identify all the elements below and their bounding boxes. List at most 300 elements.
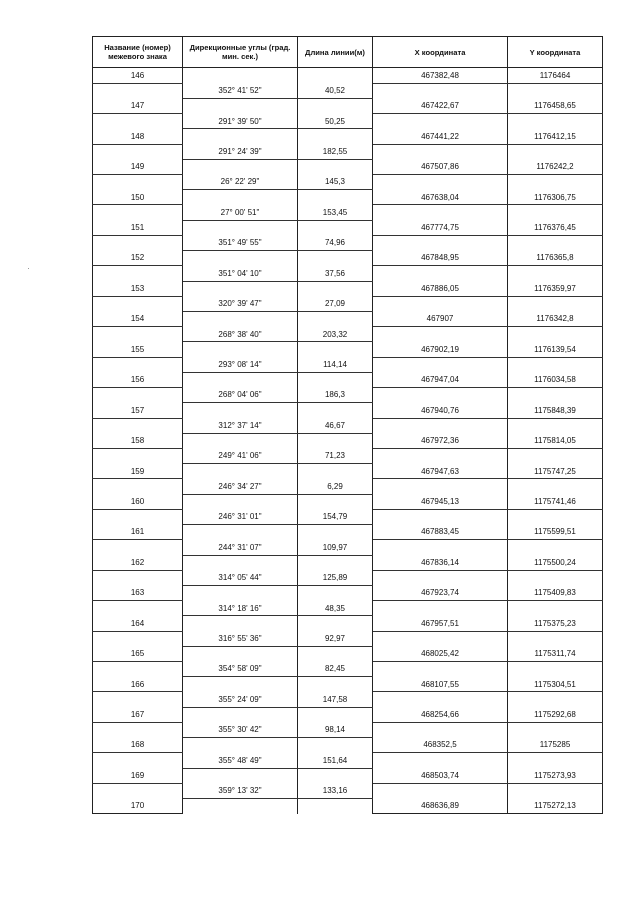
empty-cell	[373, 692, 508, 707]
empty-cell	[508, 266, 603, 281]
empty-cell	[373, 175, 508, 190]
segment-row	[93, 296, 603, 311]
point-row	[93, 220, 603, 235]
y-coordinate-cell: 1175741,46	[508, 494, 603, 509]
line-length-cell: 147,58	[298, 692, 373, 707]
empty-cell	[183, 494, 298, 509]
point-row	[93, 464, 603, 479]
segment-row	[93, 601, 603, 616]
direction-angle-cell: 312° 37' 14"	[183, 418, 298, 433]
empty-cell	[508, 509, 603, 524]
direction-angle-cell: 355° 30' 42"	[183, 722, 298, 737]
point-row	[93, 281, 603, 296]
empty-cell	[508, 692, 603, 707]
empty-cell	[298, 799, 373, 814]
empty-cell	[373, 357, 508, 372]
y-coordinate-cell: 1176342,8	[508, 312, 603, 327]
empty-cell	[298, 677, 373, 692]
y-coordinate-cell: 1175599,51	[508, 525, 603, 540]
empty-cell	[298, 585, 373, 600]
empty-cell	[93, 114, 183, 129]
y-coordinate-cell: 1176412,15	[508, 129, 603, 144]
empty-cell	[183, 555, 298, 570]
scan-dot	[28, 268, 29, 269]
point-row	[93, 585, 603, 600]
point-name-cell: 166	[93, 677, 183, 692]
point-row	[93, 190, 603, 205]
point-name-cell: 168	[93, 738, 183, 753]
direction-angle-cell: 249° 41' 06"	[183, 448, 298, 463]
direction-angle-cell: 320° 39' 47"	[183, 296, 298, 311]
empty-cell	[298, 433, 373, 448]
direction-angle-cell: 316° 55' 36"	[183, 631, 298, 646]
empty-cell	[373, 448, 508, 463]
x-coordinate-cell: 467940,76	[373, 403, 508, 418]
segment-row	[93, 631, 603, 646]
point-row	[93, 251, 603, 266]
empty-cell	[508, 205, 603, 220]
empty-cell	[298, 646, 373, 661]
point-name-cell: 169	[93, 768, 183, 783]
y-coordinate-cell: 1176034,58	[508, 372, 603, 387]
empty-cell	[373, 144, 508, 159]
y-coordinate-cell: 1175292,68	[508, 707, 603, 722]
empty-cell	[93, 448, 183, 463]
empty-cell	[508, 418, 603, 433]
y-coordinate-cell: 1175500,24	[508, 555, 603, 570]
empty-cell	[508, 479, 603, 494]
point-row	[93, 555, 603, 570]
empty-cell	[373, 388, 508, 403]
line-length-cell: 114,14	[298, 357, 373, 372]
point-row	[93, 129, 603, 144]
point-name-cell: 148	[93, 129, 183, 144]
empty-cell	[298, 525, 373, 540]
empty-cell	[508, 722, 603, 737]
point-name-cell: 149	[93, 159, 183, 174]
point-name-cell: 147	[93, 98, 183, 113]
line-length-cell: 125,89	[298, 570, 373, 585]
empty-cell	[93, 388, 183, 403]
direction-angle-cell: 246° 31' 01"	[183, 509, 298, 524]
empty-cell	[298, 312, 373, 327]
empty-cell	[93, 722, 183, 737]
x-coordinate-cell: 468107,55	[373, 677, 508, 692]
point-name-cell: 156	[93, 372, 183, 387]
empty-cell	[373, 235, 508, 250]
line-length-cell: 92,97	[298, 631, 373, 646]
line-length-cell: 48,35	[298, 601, 373, 616]
empty-cell	[508, 175, 603, 190]
x-coordinate-cell: 468352,5	[373, 738, 508, 753]
y-coordinate-cell: 1175747,25	[508, 464, 603, 479]
y-coordinate-cell: 1175272,13	[508, 799, 603, 814]
direction-angle-cell: 268° 38' 40"	[183, 327, 298, 342]
line-length-cell: 27,09	[298, 296, 373, 311]
point-name-cell: 161	[93, 525, 183, 540]
segment-row	[93, 175, 603, 190]
empty-cell	[508, 144, 603, 159]
line-length-cell: 133,16	[298, 783, 373, 798]
empty-cell	[373, 296, 508, 311]
direction-angle-cell: 291° 39' 50"	[183, 114, 298, 129]
empty-cell	[183, 98, 298, 113]
x-coordinate-cell: 467507,86	[373, 159, 508, 174]
empty-cell	[93, 631, 183, 646]
point-name-cell: 153	[93, 281, 183, 296]
x-coordinate-cell: 467947,63	[373, 464, 508, 479]
point-row	[93, 68, 603, 84]
segment-row	[93, 753, 603, 768]
point-row	[93, 159, 603, 174]
empty-cell	[298, 616, 373, 631]
empty-cell	[508, 235, 603, 250]
header-point-name: Название (номер) межевого знака	[93, 37, 183, 68]
point-row	[93, 98, 603, 113]
empty-cell	[93, 235, 183, 250]
point-name-cell: 152	[93, 251, 183, 266]
empty-cell	[508, 540, 603, 555]
empty-cell	[183, 251, 298, 266]
line-length-cell: 145,3	[298, 175, 373, 190]
empty-cell	[373, 601, 508, 616]
empty-cell	[183, 372, 298, 387]
empty-cell	[508, 570, 603, 585]
point-row	[93, 768, 603, 783]
point-name-cell: 165	[93, 646, 183, 661]
empty-cell	[183, 129, 298, 144]
point-row	[93, 342, 603, 357]
empty-cell	[508, 631, 603, 646]
empty-cell	[508, 662, 603, 677]
header-direction-angle: Дирекционные углы (град. мин. сек.)	[183, 37, 298, 68]
boundary-points-table	[92, 36, 603, 814]
empty-cell	[298, 707, 373, 722]
empty-cell	[183, 403, 298, 418]
y-coordinate-cell: 1175304,51	[508, 677, 603, 692]
empty-cell	[93, 266, 183, 281]
point-row	[93, 707, 603, 722]
point-name-cell: 157	[93, 403, 183, 418]
line-length-cell: 203,32	[298, 327, 373, 342]
empty-cell	[93, 205, 183, 220]
y-coordinate-cell: 1175311,74	[508, 646, 603, 661]
x-coordinate-cell: 467836,14	[373, 555, 508, 570]
segment-row	[93, 570, 603, 585]
empty-cell	[93, 509, 183, 524]
segment-row	[93, 509, 603, 524]
line-length-cell: 186,3	[298, 388, 373, 403]
x-coordinate-cell: 467947,04	[373, 372, 508, 387]
header-x-coordinate: X координата	[373, 37, 508, 68]
empty-cell	[183, 768, 298, 783]
segment-row	[93, 722, 603, 737]
empty-cell	[183, 677, 298, 692]
x-coordinate-cell: 467774,75	[373, 220, 508, 235]
direction-angle-cell: 293° 08' 14"	[183, 357, 298, 372]
y-coordinate-cell: 1175273,93	[508, 768, 603, 783]
direction-angle-cell: 27° 00' 51"	[183, 205, 298, 220]
segment-row	[93, 540, 603, 555]
segment-row	[93, 783, 603, 798]
empty-cell	[93, 570, 183, 585]
empty-cell	[508, 296, 603, 311]
empty-cell	[93, 357, 183, 372]
direction-angle-cell: 352° 41' 52"	[183, 83, 298, 98]
empty-cell	[373, 662, 508, 677]
empty-cell	[183, 433, 298, 448]
point-row	[93, 799, 603, 814]
empty-cell	[508, 327, 603, 342]
empty-cell	[183, 585, 298, 600]
x-coordinate-cell: 468636,89	[373, 799, 508, 814]
point-name-cell: 167	[93, 707, 183, 722]
empty-cell	[508, 448, 603, 463]
empty-cell	[508, 357, 603, 372]
y-coordinate-cell: 1176458,65	[508, 98, 603, 113]
point-name-cell: 154	[93, 312, 183, 327]
empty-cell	[373, 418, 508, 433]
point-row	[93, 372, 603, 387]
x-coordinate-cell: 467638,04	[373, 190, 508, 205]
empty-cell	[298, 555, 373, 570]
empty-cell	[183, 707, 298, 722]
segment-row	[93, 479, 603, 494]
y-coordinate-cell: 1176376,45	[508, 220, 603, 235]
direction-angle-cell: 351° 04' 10"	[183, 266, 298, 281]
x-coordinate-cell: 467972,36	[373, 433, 508, 448]
y-coordinate-cell: 1175409,83	[508, 585, 603, 600]
y-coordinate-cell: 1176242,2	[508, 159, 603, 174]
point-row	[93, 403, 603, 418]
empty-cell	[373, 83, 508, 98]
point-row	[93, 525, 603, 540]
empty-cell	[93, 144, 183, 159]
point-row	[93, 312, 603, 327]
x-coordinate-cell: 467907	[373, 312, 508, 327]
empty-cell	[298, 220, 373, 235]
empty-cell	[373, 753, 508, 768]
empty-cell	[93, 540, 183, 555]
empty-cell	[93, 753, 183, 768]
segment-row	[93, 662, 603, 677]
line-length-cell: 153,45	[298, 205, 373, 220]
empty-cell	[298, 738, 373, 753]
y-coordinate-cell: 1176365,8	[508, 251, 603, 266]
empty-cell	[298, 768, 373, 783]
point-name-cell: 158	[93, 433, 183, 448]
x-coordinate-cell: 467902,19	[373, 342, 508, 357]
empty-cell	[373, 722, 508, 737]
empty-cell	[183, 738, 298, 753]
line-length-cell: 37,56	[298, 266, 373, 281]
x-coordinate-cell: 468254,66	[373, 707, 508, 722]
empty-cell	[373, 783, 508, 798]
point-row	[93, 616, 603, 631]
point-row	[93, 738, 603, 753]
empty-cell	[183, 525, 298, 540]
segment-row	[93, 114, 603, 129]
point-row	[93, 433, 603, 448]
empty-cell	[183, 281, 298, 296]
empty-cell	[508, 601, 603, 616]
empty-cell	[373, 327, 508, 342]
x-coordinate-cell: 467441,22	[373, 129, 508, 144]
empty-cell	[93, 327, 183, 342]
empty-cell	[298, 159, 373, 174]
y-coordinate-cell: 1176306,75	[508, 190, 603, 205]
x-coordinate-cell: 468025,42	[373, 646, 508, 661]
coordinates-sheet	[92, 36, 602, 814]
segment-row	[93, 388, 603, 403]
point-name-cell: 146	[93, 68, 183, 84]
empty-cell	[183, 159, 298, 174]
line-length-cell: 40,52	[298, 83, 373, 98]
direction-angle-cell: 355° 24' 09"	[183, 692, 298, 707]
empty-cell	[508, 783, 603, 798]
x-coordinate-cell: 467883,45	[373, 525, 508, 540]
header-line-length: Длина линии(м)	[298, 37, 373, 68]
segment-row	[93, 266, 603, 281]
direction-angle-cell: 314° 18' 16"	[183, 601, 298, 616]
empty-cell	[508, 83, 603, 98]
empty-cell	[298, 190, 373, 205]
line-length-cell: 154,79	[298, 509, 373, 524]
empty-cell	[93, 83, 183, 98]
empty-cell	[93, 296, 183, 311]
point-row	[93, 646, 603, 661]
segment-row	[93, 205, 603, 220]
empty-cell	[183, 799, 298, 814]
y-coordinate-cell: 1175848,39	[508, 403, 603, 418]
empty-cell	[93, 692, 183, 707]
empty-cell	[298, 98, 373, 113]
point-name-cell: 159	[93, 464, 183, 479]
segment-row	[93, 357, 603, 372]
empty-cell	[93, 479, 183, 494]
empty-cell	[298, 494, 373, 509]
x-coordinate-cell: 467945,13	[373, 494, 508, 509]
segment-row	[93, 692, 603, 707]
point-name-cell: 151	[93, 220, 183, 235]
segment-row	[93, 448, 603, 463]
empty-cell	[93, 783, 183, 798]
point-name-cell: 150	[93, 190, 183, 205]
direction-angle-cell: 354° 58' 09"	[183, 662, 298, 677]
x-coordinate-cell: 467886,05	[373, 281, 508, 296]
empty-cell	[373, 631, 508, 646]
empty-cell	[298, 281, 373, 296]
segment-row	[93, 327, 603, 342]
header-y-coordinate: Y координата	[508, 37, 603, 68]
empty-cell	[373, 570, 508, 585]
empty-cell	[183, 68, 298, 84]
direction-angle-cell: 351° 49' 55"	[183, 235, 298, 250]
empty-cell	[93, 175, 183, 190]
x-coordinate-cell: 467848,95	[373, 251, 508, 266]
empty-cell	[183, 190, 298, 205]
x-coordinate-cell: 467382,48	[373, 68, 508, 84]
segment-row	[93, 144, 603, 159]
direction-angle-cell: 246° 34' 27"	[183, 479, 298, 494]
empty-cell	[183, 342, 298, 357]
y-coordinate-cell: 1176464	[508, 68, 603, 84]
segment-row	[93, 83, 603, 98]
table-header	[93, 37, 603, 68]
line-length-cell: 151,64	[298, 753, 373, 768]
empty-cell	[373, 540, 508, 555]
point-name-cell: 170	[93, 799, 183, 814]
line-length-cell: 6,29	[298, 479, 373, 494]
line-length-cell: 46,67	[298, 418, 373, 433]
empty-cell	[298, 403, 373, 418]
empty-cell	[373, 114, 508, 129]
empty-cell	[93, 662, 183, 677]
point-name-cell: 164	[93, 616, 183, 631]
empty-cell	[183, 646, 298, 661]
point-name-cell: 160	[93, 494, 183, 509]
x-coordinate-cell: 467422,67	[373, 98, 508, 113]
direction-angle-cell: 26° 22' 29"	[183, 175, 298, 190]
direction-angle-cell: 268° 04' 06"	[183, 388, 298, 403]
empty-cell	[183, 312, 298, 327]
empty-cell	[298, 464, 373, 479]
empty-cell	[373, 479, 508, 494]
line-length-cell: 109,97	[298, 540, 373, 555]
y-coordinate-cell: 1175814,05	[508, 433, 603, 448]
y-coordinate-cell: 1176359,97	[508, 281, 603, 296]
line-length-cell: 182,55	[298, 144, 373, 159]
direction-angle-cell: 314° 05' 44"	[183, 570, 298, 585]
empty-cell	[298, 129, 373, 144]
empty-cell	[298, 372, 373, 387]
y-coordinate-cell: 1175285	[508, 738, 603, 753]
empty-cell	[298, 342, 373, 357]
table-body	[93, 68, 603, 814]
point-name-cell: 155	[93, 342, 183, 357]
empty-cell	[298, 251, 373, 266]
y-coordinate-cell: 1175375,23	[508, 616, 603, 631]
point-row	[93, 494, 603, 509]
empty-cell	[183, 616, 298, 631]
empty-cell	[508, 753, 603, 768]
line-length-cell: 98,14	[298, 722, 373, 737]
empty-cell	[93, 601, 183, 616]
direction-angle-cell: 355° 48' 49"	[183, 753, 298, 768]
y-coordinate-cell: 1176139,54	[508, 342, 603, 357]
x-coordinate-cell: 467923,74	[373, 585, 508, 600]
direction-angle-cell: 359° 13' 32"	[183, 783, 298, 798]
point-row	[93, 677, 603, 692]
empty-cell	[183, 464, 298, 479]
point-name-cell: 162	[93, 555, 183, 570]
direction-angle-cell: 291° 24' 39"	[183, 144, 298, 159]
empty-cell	[298, 68, 373, 84]
direction-angle-cell: 244° 31' 07"	[183, 540, 298, 555]
empty-cell	[373, 266, 508, 281]
line-length-cell: 50,25	[298, 114, 373, 129]
line-length-cell: 71,23	[298, 448, 373, 463]
segment-row	[93, 418, 603, 433]
segment-row	[93, 235, 603, 250]
empty-cell	[508, 114, 603, 129]
x-coordinate-cell: 468503,74	[373, 768, 508, 783]
empty-cell	[93, 418, 183, 433]
empty-cell	[373, 205, 508, 220]
line-length-cell: 74,96	[298, 235, 373, 250]
point-name-cell: 163	[93, 585, 183, 600]
x-coordinate-cell: 467957,51	[373, 616, 508, 631]
